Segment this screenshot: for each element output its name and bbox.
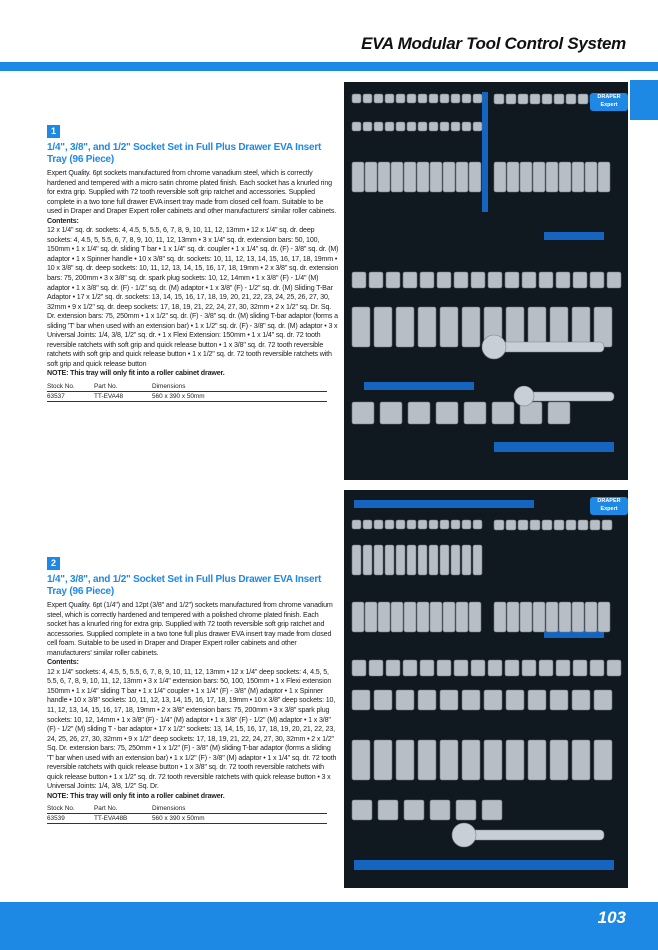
socket [454, 272, 468, 288]
socket [374, 307, 392, 347]
socket [436, 402, 458, 424]
ratchets [482, 335, 614, 406]
socket [396, 740, 414, 780]
socket [494, 520, 504, 530]
socket [374, 520, 383, 529]
socket [464, 402, 486, 424]
socket [554, 94, 564, 104]
socket [573, 660, 587, 676]
socket [572, 307, 590, 347]
socket [380, 402, 402, 424]
socket [462, 690, 480, 710]
socket [488, 272, 502, 288]
socket [440, 307, 458, 347]
socket [418, 122, 427, 131]
socket [352, 402, 374, 424]
socket [420, 272, 434, 288]
page-number: 103 [597, 908, 626, 927]
spec-table [47, 382, 327, 402]
socket [594, 690, 612, 710]
socket [594, 740, 612, 780]
socket [407, 94, 416, 103]
socket [396, 545, 405, 575]
product-title: 1/4", 3/8", and 1/2" Socket Set in Full Plus Drawer EVA Insert Tray (96 Piece) [47, 574, 322, 597]
socket [417, 162, 429, 192]
socket [385, 94, 394, 103]
contents-list: 12 x 1/4" sockets: 4, 4.5, 5, 5.5, 6, 7, 8, 9, 10, 11, 12, 13mm • 12 x 1/4" deep sockets: 4, 4.5, 5, 5.5, 6, 7, 8, 9, 10, 11, 12, 13mm • 3 x 1/4" extension bars: 50, 100, 150mm • 1 x Flexi extension 150mm • 1 x 1/4" sliding T bar • 1 x 1/4" coupler • 1 x 1/4" (F) - 3/8" (M) adaptor • 1 x Spinner handle • 10 x 3/8" sockets: 10, 11, 12, 13, 14, 15, 16, 17, 18, 19mm • 10 x 3/8" deep sockets: 10, 11, 12, 13, 14, 15, 16, 17, 18, 19mm • 2 x 3/8" extension bars: 75, 200mm • 3 x 3/8" spark plug sockets: 10, 12, 14mm • 1 x 3/8" (F) - 1/4" (M) adaptor • 1 x 3/8" (F) - 1/2" (M) adaptor • 1 x 3/8" (F) - 1/2" (M) sliding T - bar adaptor • 17 x 1/2" sockets: 13, 14, 15, 16, 17, 18, 19, 20, 21, 22, 23, 24, 25, 26, 27, 30, 32mm • 9 x 1/2" deep sockets: 17, 18, 19, 21, 22, 24, 27, 30, 32mm • 2 x 1/2" Sq. Dr. extension bars: 75, 250mm • 1 x 1/2" (F) - 3/8" (M) sliding T-bar adaptor (forms a sliding 'T' bar when used with an extension bar) • 1 x 1/2" (F) - 3/8" (M) adaptor • 1 x 1/4" sq. dr. 72 tooth reversible ratchets with quick release button • 1 x 3/8" sq. dr. 72 tooth reversible ratchets with quick release button • 1 x 1/2" sq. dr. 72 tooth reversible ratchets with quick release button • 3 x Universal Joints: 1/4, 3/8, 1/2" Sq. Dr. [47, 667, 337, 791]
socket [363, 122, 372, 131]
draper-logo [590, 93, 628, 111]
socket [404, 162, 416, 192]
socket [386, 660, 400, 676]
socket [506, 94, 516, 104]
socket [404, 800, 424, 820]
socket [556, 272, 570, 288]
socket [451, 545, 460, 575]
socket [352, 660, 366, 676]
socket [418, 690, 436, 710]
contents-label: Contents: [47, 658, 79, 667]
socket [572, 690, 590, 710]
socket [542, 520, 552, 530]
socket [482, 800, 502, 820]
socket [556, 660, 570, 676]
col-dimensions: Dimensions [152, 804, 327, 814]
fit-note: NOTE: This tray will only fit into a roller cabinet drawer. [47, 791, 225, 800]
socket [518, 520, 528, 530]
socket [494, 162, 506, 192]
section-side-tab [630, 80, 658, 120]
socket [528, 740, 546, 780]
brand-sub: Expert [600, 102, 618, 108]
socket [506, 740, 524, 780]
contents-label: Contents: [47, 216, 79, 225]
socket [533, 162, 545, 192]
socket [352, 740, 370, 780]
socket [473, 122, 482, 131]
socket [418, 520, 427, 529]
dimensions-cell: 560 x 390 x 50mm [152, 392, 327, 402]
socket [418, 307, 436, 347]
ratchets [452, 823, 604, 847]
socket [492, 402, 514, 424]
socket [550, 307, 568, 347]
socket [352, 307, 370, 347]
socket [506, 520, 516, 530]
socket [352, 690, 370, 710]
socket [451, 520, 460, 529]
socket [585, 162, 597, 192]
socket [378, 602, 390, 632]
product-number-badge: 1 [47, 125, 60, 138]
socket [440, 122, 449, 131]
socket [585, 602, 597, 632]
dimensions-cell: 560 x 390 x 50mm [152, 814, 327, 824]
stock-no-cell: 63539 [47, 814, 94, 824]
socket [420, 660, 434, 676]
socket [374, 545, 383, 575]
brand-name: DRAPER [597, 498, 621, 504]
socket [451, 94, 460, 103]
socket [539, 660, 553, 676]
socket [374, 94, 383, 103]
page-title: EVA Modular Tool Control System [361, 34, 626, 53]
socket [378, 162, 390, 192]
socket [385, 122, 394, 131]
socket [363, 545, 372, 575]
socket [539, 272, 553, 288]
socket [590, 520, 600, 530]
socket [578, 520, 588, 530]
socket [374, 122, 383, 131]
socket [352, 94, 361, 103]
socket [473, 520, 482, 529]
socket [352, 520, 361, 529]
socket [391, 162, 403, 192]
socket [559, 602, 571, 632]
socket [520, 162, 532, 192]
socket [443, 162, 455, 192]
socket [403, 660, 417, 676]
socket [566, 520, 576, 530]
socket [352, 602, 364, 632]
socket [528, 307, 546, 347]
col-dimensions: Dimensions [152, 382, 327, 392]
socket [533, 602, 545, 632]
socket [528, 690, 546, 710]
socket [473, 94, 482, 103]
spec-table-header [47, 804, 327, 814]
socket [494, 602, 506, 632]
socket [607, 660, 621, 676]
product-description: Expert Quality. 6pt (1/4") and 12pt (3/8" and 1/2") sockets manufactured from chrome vanadium steel, which is correctly hardened and tempered with a polished chrome plated finish. Each socket has a knurled ring for extra grip. Supplied with 72 tooth reversible soft grip ratchet and accessories. Supplied complete in a two tone full plus drawer EVA insert tray made from closed cell foam. Suitable to be used in Draper and Draper Expert roller cabinets and other manufacturers' similar roller cabinets. [47, 601, 333, 657]
socket [396, 94, 405, 103]
socket [598, 162, 610, 192]
table-row [47, 392, 327, 402]
part-no-cell: TT-EVA48B [94, 814, 152, 824]
socket [550, 690, 568, 710]
socket [429, 545, 438, 575]
socket [484, 690, 502, 710]
socket [391, 602, 403, 632]
product-description-block [47, 169, 339, 379]
socket [440, 520, 449, 529]
socket [462, 307, 480, 347]
socket [378, 800, 398, 820]
socket [418, 94, 427, 103]
socket [451, 122, 460, 131]
socket [462, 740, 480, 780]
socket [437, 272, 451, 288]
socket [602, 520, 612, 530]
socket [578, 94, 588, 104]
socket [417, 602, 429, 632]
socket [607, 272, 621, 288]
socket [590, 272, 604, 288]
brand-sub: Expert [600, 506, 618, 512]
socket [473, 545, 482, 575]
socket [462, 545, 471, 575]
spec-table-header [47, 382, 327, 392]
draper-logo [590, 497, 628, 515]
socket [462, 94, 471, 103]
socket [566, 94, 576, 104]
socket [505, 272, 519, 288]
product-number-badge: 2 [47, 557, 60, 570]
page-footer [0, 902, 658, 950]
socket [456, 800, 476, 820]
socket [572, 602, 584, 632]
socket [573, 272, 587, 288]
product-photo-tray-1 [344, 82, 628, 480]
socket [554, 520, 564, 530]
product-description-block [47, 601, 339, 801]
socket [484, 740, 502, 780]
socket [440, 94, 449, 103]
socket [471, 272, 485, 288]
product-2 [47, 553, 339, 824]
socket [454, 660, 468, 676]
socket [386, 272, 400, 288]
socket [404, 602, 416, 632]
socket [494, 94, 504, 104]
fit-note: NOTE: This tray will only fit into a roller cabinet drawer. [47, 369, 225, 378]
socket [396, 690, 414, 710]
socket [365, 162, 377, 192]
tray-1-illustration [344, 82, 628, 480]
product-title: 1/4", 3/8", and 1/2" Socket Set in Full Plus Drawer EVA Insert Tray (96 Piece) [47, 142, 322, 165]
socket [546, 602, 558, 632]
socket [471, 660, 485, 676]
socket [462, 122, 471, 131]
socket [429, 122, 438, 131]
socket [530, 520, 540, 530]
socket [437, 660, 451, 676]
stock-no-cell: 63537 [47, 392, 94, 402]
socket [363, 520, 372, 529]
socket [396, 520, 405, 529]
socket [505, 660, 519, 676]
socket [407, 520, 416, 529]
socket [594, 307, 612, 347]
socket [550, 740, 568, 780]
socket [352, 545, 361, 575]
socket [520, 602, 532, 632]
socket [407, 122, 416, 131]
socket [559, 162, 571, 192]
socket [352, 272, 366, 288]
socket [462, 520, 471, 529]
product-1 [47, 121, 339, 402]
socket [590, 660, 604, 676]
socket [456, 602, 468, 632]
socket [352, 800, 372, 820]
socket [598, 602, 610, 632]
brand-name: DRAPER [597, 94, 621, 100]
col-stock-no: Stock No. [47, 382, 94, 392]
socket [440, 545, 449, 575]
socket [542, 94, 552, 104]
socket [418, 545, 427, 575]
socket [518, 94, 528, 104]
socket [369, 660, 383, 676]
socket [440, 690, 458, 710]
socket [456, 162, 468, 192]
socket [507, 602, 519, 632]
socket [469, 162, 481, 192]
socket [522, 272, 536, 288]
product-description: Expert Quality. 6pt sockets manufactured from chrome vanadium steel, which is correctly hardened and tempered with a micro satin chrome plated finish. Each socket has a knurled ring for extra grip. Supplied with 72 tooth reversible soft grip ratchet and accessories. Supplied complete in a two tone full drawer EVA insert tray made from closed cell foam. Suitable to be used in Draper and Draper Expert roller cabinets and other manufacturers' similar roller cabinets. [47, 169, 337, 216]
socket [403, 272, 417, 288]
socket [418, 740, 436, 780]
socket [530, 94, 540, 104]
socket [572, 740, 590, 780]
socket [369, 272, 383, 288]
socket [396, 122, 405, 131]
col-stock-no: Stock No. [47, 804, 94, 814]
socket [548, 402, 570, 424]
socket [429, 94, 438, 103]
socket [352, 162, 364, 192]
socket [385, 545, 394, 575]
socket-rows [352, 520, 621, 820]
socket [506, 307, 524, 347]
header-stripe [0, 62, 658, 71]
socket [363, 94, 372, 103]
socket [430, 602, 442, 632]
socket [507, 162, 519, 192]
socket [396, 307, 414, 347]
product-photo-tray-2 [344, 490, 628, 888]
socket [374, 740, 392, 780]
col-part-no: Part No. [94, 804, 152, 814]
socket [430, 162, 442, 192]
socket [506, 690, 524, 710]
socket [440, 740, 458, 780]
socket [408, 402, 430, 424]
socket [365, 602, 377, 632]
socket [352, 122, 361, 131]
socket [443, 602, 455, 632]
contents-list: 12 x 1/4" sq. dr. sockets: 4, 4.5, 5, 5.5, 6, 7, 8, 9, 10, 11, 12, 13mm • 12 x 1/4" sq. dr. deep sockets: 4, 4.5, 5, 5.5, 6, 7, 8, 9, 10, 11, 12, 13mm • 3 x 1/4" sq. dr. extension bars: 50, 100, 150mm • 1 x 1/4" sq. dr. sliding T bar • 1 x 1/4" sq. dr. coupler • 1 x 1/4" sq. dr. (F) - 3/8" sq. dr. (M) adaptor • 1 x Spinner handle • 10 x 3/8" sq. dr. sockets: 10, 11, 12, 13, 14, 15, 16, 17, 18, 19mm • 10 x 3/8" sq. dr. deep sockets: 10, 11, 12, 13, 14, 15, 16, 17, 18, 19mm • 2 x 3/8" sq. dr. extension bars: 75, 200mm • 3 x 3/8" sq. dr. spark plug sockets: 10, 12, 14mm • 1 x 3/8" (F) - 1/4" (M) adaptor • 1 x 3/8" sq. dr. (F) - 1/2" sq. dr. (M) adaptor • 1 x 3/8" (F) - 1/2" sq. dr. (M) Sliding T-Bar Adaptor • 17 x 1/2" sq. dr. sockets: 13, 14, 15, 16, 17, 18, 19, 20, 21, 22, 23, 24, 25, 26, 27, 30, 32mm • 9 x 1/2" sq. dr. deep sockets: 17, 18, 19, 21, 22, 24, 27, 30, 32mm • 2 x 1/2" sq. Dr. Sq. Dr. extension bars: 75, 250mm • 1 x 1/2" sq. dr. (F) - 3/8" sq. dr. (M) sliding T-bar adaptor (forms a sliding 'T' bar when used with an extension bar) • 1 x 1/2" sq. dr. (F) - 3/8" sq. dr. (M) adaptor • 3 x Universal Joints: 1/4, 3/8, 1/2" sq. dr. • 1 x Flexi Extension: 150mm • 1 x 1/4" sq. dr. 72 tooth reversible ratchets with soft grip and quick release button • 1 x 3/8" sq. dr. 72 tooth reversible ratchets with soft grip and quick release button • 1 x 1/2" sq. dr. 72 tooth reversible ratchets with soft grip and quick release button [47, 226, 339, 368]
socket [374, 690, 392, 710]
socket [385, 520, 394, 529]
part-no-cell: TT-EVA48 [94, 392, 152, 402]
spec-table [47, 804, 327, 824]
socket [522, 660, 536, 676]
col-part-no: Part No. [94, 382, 152, 392]
table-row [47, 814, 327, 824]
socket [469, 602, 481, 632]
socket [546, 162, 558, 192]
socket [430, 800, 450, 820]
socket [572, 162, 584, 192]
socket [407, 545, 416, 575]
tray-2-illustration [344, 490, 628, 888]
socket [488, 660, 502, 676]
socket [429, 520, 438, 529]
